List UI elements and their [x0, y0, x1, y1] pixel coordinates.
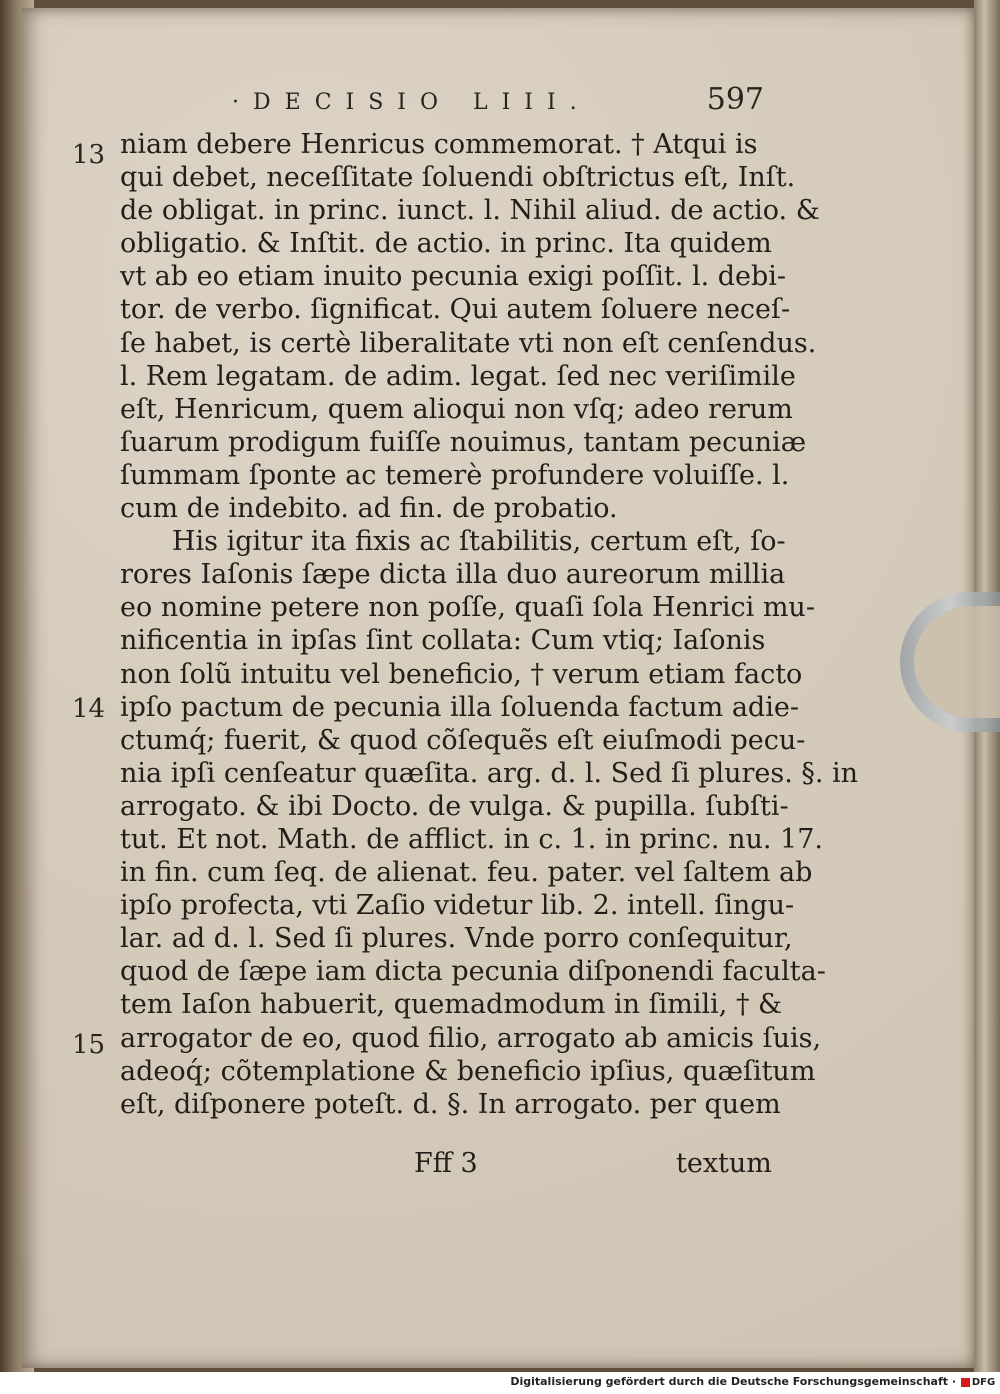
text-line: eo nomine petere non poſſe, quaſi ſola Henrici mu- [120, 592, 815, 624]
text-line: eſt, diſponere poteſt. d. §. In arrogato. per quem [120, 1088, 781, 1120]
text-line: cum de indebito. ad fin. de probatio. [120, 493, 618, 525]
text-line: non ſolũ intuitu vel beneficio, † verum etiam facto [120, 658, 803, 690]
margin-number-14: 14 [72, 694, 106, 724]
text-line: His igitur ita fixis ac ſtabilitis, certum eſt, ſo- [172, 526, 786, 558]
text-line: arrogato. & ibi Docto. de vulga. & pupilla. ſubſti- [120, 790, 789, 822]
signature-mark: Fff 3 [414, 1148, 478, 1179]
funding-credit: Digitalisierung gefördert durch die Deutsche Forschungsgemeinschaft · [510, 1375, 956, 1388]
text-line: l. Rem legatam. de adim. legat. ſed nec veriſimile [120, 360, 796, 392]
text-line: ipſo pactum de pecunia illa ſoluenda factum adie- [120, 691, 799, 723]
text-line: niam debere Henricus commemorat. † Atqui is [120, 129, 758, 160]
text-line: arrogator de eo, quod filio, arrogato ab amicis ſuis, [120, 1022, 822, 1054]
margin-number-15: 15 [72, 1030, 106, 1060]
catchword-line [0, 1148, 1000, 1188]
text-line: ctumq́; fuerit, & quod cõſequẽs eſt eiuſmodi pecu- [120, 724, 806, 756]
footer-bar [0, 1372, 1000, 1394]
text-line: de obligat. in princ. iunct. l. Nihil aliud. de actio. & [120, 195, 820, 227]
page-number: 597 [706, 82, 764, 117]
page-header [232, 82, 764, 122]
text-line: quod de ſæpe iam dicta pecunia diſponendi faculta- [120, 956, 826, 988]
running-title: ·DECISIO LIII. [232, 90, 591, 115]
text-line: adeoq́; cõtemplatione & beneficio ipſius, quæſitum [120, 1055, 816, 1087]
text-line: vt ab eo etiam inuito pecunia exigi poſſit. l. debi- [120, 261, 787, 293]
body-text [120, 128, 859, 1121]
text-line: qui debet, neceſſitate ſoluendi obſtrictus eſt, Inſt. [120, 162, 796, 194]
dfg-logo-icon: DFG [960, 1374, 996, 1390]
margin-number-13: 13 [72, 140, 106, 170]
text-line: in fin. cum ſeq. de alienat. feu. pater. vel ſaltem ab [120, 857, 813, 889]
text-line: ſummam ſponte ac temerè profundere voluiſſe. l. [120, 459, 790, 491]
text-line: tem Iaſon habuerit, quemadmodum in ſimili, † & [120, 989, 783, 1021]
text-line: ipſo profecta, vti Zaſio videtur lib. 2. intell. ſingu- [120, 890, 795, 922]
text-line: ſuarum prodigum fuiſſe nouimus, tantam pecuniæ [120, 426, 807, 458]
text-line: nificentia in ipſas ſint collata: Cum vtiq; Iaſonis [120, 625, 766, 657]
text-line: ſe habet, is certè liberalitate vti non eſt cenſendus. [120, 327, 817, 359]
text-line: eſt, Henricum, quem alioqui non vſq; adeo rerum [120, 393, 793, 425]
text-line: rores Iaſonis ſæpe dicta illa duo aureorum millia [120, 559, 786, 591]
text-line: tor. de verbo. ſignificat. Qui autem ſoluere neceſ- [120, 294, 791, 326]
text-line: nia ipſi cenſeatur quæſita. arg. d. l. Sed ſi plures. §. in [120, 757, 859, 789]
text-line: lar. ad d. l. Sed ſi plures. Vnde porro conſequitur, [120, 923, 793, 955]
catchword: textum [676, 1148, 772, 1179]
text-line: tut. Et not. Math. de afflict. in c. 1. in princ. nu. 17. [120, 823, 823, 855]
text-line: obligatio. & Inſtit. de actio. in princ. Ita quidem [120, 228, 772, 260]
